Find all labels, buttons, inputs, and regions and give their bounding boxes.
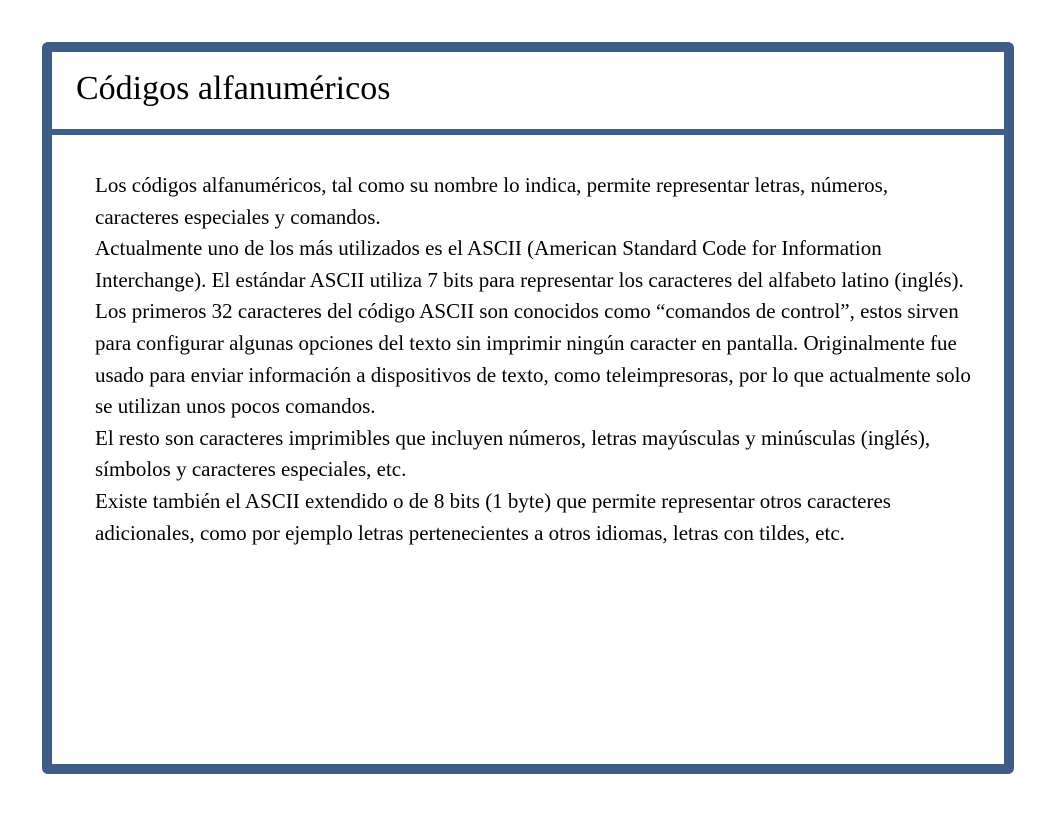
paragraph-control-commands: Los primeros 32 caracteres del código ASCII son conocidos como “comandos de control”, estos sirven para configurar algunas opciones del texto sin imprimir ningún caracter en pantalla. Originalmente fue usado para enviar información a dispositivos de texto, como teleimpresoras, por lo que actualmente solo se utilizan unos pocos comandos. [95,299,971,419]
title-bar [52,52,1004,135]
paragraph-extended-ascii: Existe también el ASCII extendido o de 8 bits (1 byte) que permite representar otros caracteres adicionales, como por ejemplo letras pertenecientes a otros idiomas, letras con tildes, etc. [95,488,891,545]
paragraph-printable: El resto son caracteres imprimibles que incluyen números, letras mayúsculas y minúsculas (inglés), símbolos y caracteres especiales, etc. [95,425,931,482]
slide-title: Códigos alfanuméricos [76,70,391,107]
paragraph-ascii: Actualmente uno de los más utilizados es el ASCII (American Standard Code for Information Interchange). El estándar ASCII utiliza 7 bits para representar los caracteres del alfabeto latino (inglés). [95,236,964,292]
slide-body [95,170,975,549]
slide-frame [42,42,1014,774]
paragraph-intro: Los códigos alfanuméricos, tal como su nombre lo indica, permite representar letras, números, caracteres especiales y comandos. [95,173,889,229]
